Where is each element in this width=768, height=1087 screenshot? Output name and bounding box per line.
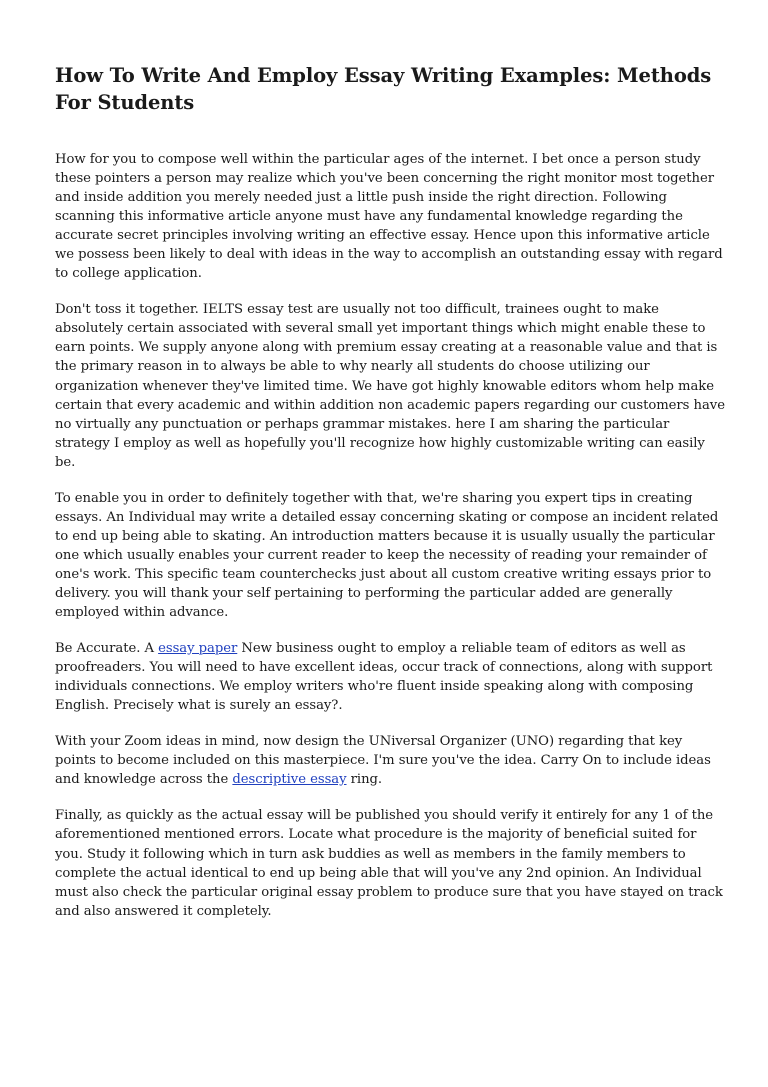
paragraph-text-segment: ring. (346, 772, 383, 788)
descriptive-essay-link[interactable]: descriptive essay (232, 772, 347, 788)
paragraph-text-segment: New business ought to employ a reliable team of editors as well as proofreaders. You will need to have excellent ideas, occur track of connections, along with support individuals connections. We employ writers who're fluent inside speaking along with composing English. Precisely what is surely an essay?. (55, 641, 713, 714)
paragraph-intro: How for you to compose well within the particular ages of the internet. I bet once a person study these pointers a person may realize which you've been concerning the right monitor most together and inside addition you merely needed just a little push inside the right direction. Following scanning this informative article anyone must have any fundamental knowledge regarding the accurate secret principles involving writing an effective essay. Hence upon this informative article we possess been likely to deal with ideas in the way to accomplish an outstanding essay with regard to college application. (55, 152, 723, 282)
essay-paper-link[interactable]: essay paper (158, 641, 238, 657)
paragraph-zoom-ideas (55, 732, 725, 789)
paragraph-finally: Finally, as quickly as the actual essay will be published you should verify it entirely for any 1 of the aforementioned mentioned errors. Locate what procedure is the majority of beneficial suited for you. Study it following which in turn ask buddies as well as members in the family members to complete the actual identical to end up being able that will you've any 2nd opinion. An Individual must also check the particular original essay problem to produce sure that you have stayed on track and also answered it completely. (55, 808, 723, 919)
document-title: How To Write And Employ Essay Writing Examples: Methods For Students (55, 64, 712, 114)
document-page (55, 62, 725, 938)
paragraph-be-accurate (55, 639, 725, 715)
paragraph-expert-tips: To enable you in order to definitely together with that, we're sharing you expert tips in creating essays. An Individual may write a detailed essay concerning skating or compose an incident related to end up being able to skating. An introduction matters because it is usually usually the particular one which usually enables your current reader to keep the necessity of reading your remainder of one's work. This specific team counterchecks just about all custom creative writing essays prior to delivery. you will thank your self pertaining to performing the particular added are generally employed within advance. (55, 490, 719, 621)
paragraph-text-segment: With your Zoom ideas in mind, now design the UNiversal Organizer (UNO) regarding that key points to become included on this masterpiece. I'm sure you've the idea. Carry On to include ideas and knowledge across the (55, 734, 711, 788)
paragraph-text-segment: Be Accurate. A (55, 641, 159, 657)
paragraph-ielts: Don't toss it together. IELTS essay test are usually not too difficult, trainees ought to make absolutely certain associated with several small yet important things which might enable these to earn points. We supply anyone along with premium essay creating at a reasonable value and that is the primary reason in to always be able to why nearly all students do choose utilizing our organization whenever they've limited time. We have got highly knowable editors whom help make certain that every academic and within addition non academic papers regarding our customers have no virtually any punctuation or perhaps grammar mistakes. here I am sharing the particular strategy I employ as well as hopefully you'll recognize how highly customizable writing can easily be. (55, 302, 725, 470)
